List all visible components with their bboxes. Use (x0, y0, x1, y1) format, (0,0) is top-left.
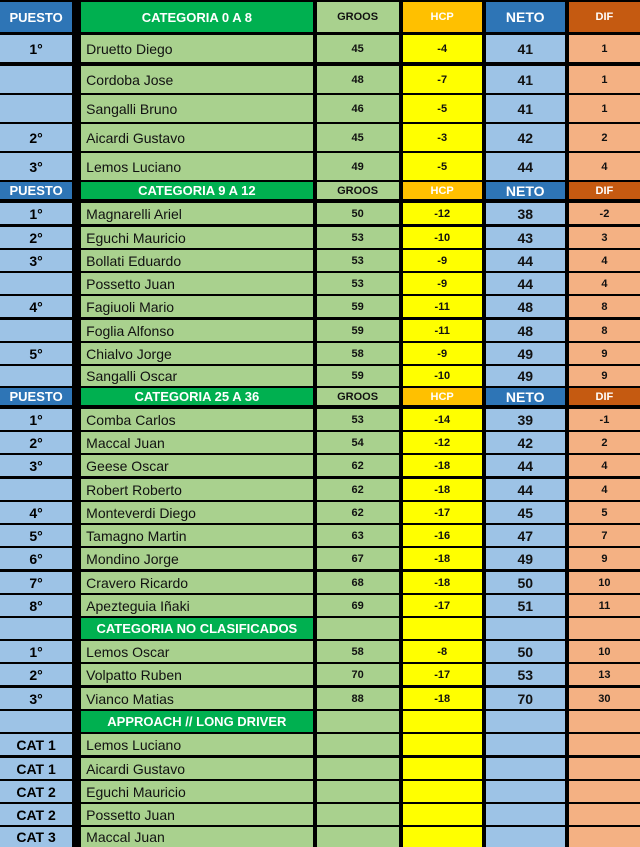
cell-dif: 1 (569, 35, 640, 62)
cell-dif: 10 (569, 641, 640, 662)
category-header-row (0, 182, 640, 199)
table-row (0, 66, 640, 93)
cell-name: CATEGORIA NO CLASIFICADOS (81, 618, 312, 639)
cell-groos: 58 (317, 641, 399, 662)
cell-name: Druetto Diego (81, 35, 312, 62)
table-row (0, 664, 640, 685)
cell-neto: NETO (486, 182, 565, 199)
cell-hcp: -17 (403, 502, 482, 523)
cell-hcp: -17 (403, 595, 482, 616)
cell-groos (317, 781, 399, 802)
cell-neto: NETO (486, 388, 565, 405)
cell-name: Eguchi Mauricio (81, 781, 312, 802)
cell-groos (317, 618, 399, 639)
cell-hcp: -3 (403, 124, 482, 151)
category-header-row (0, 388, 640, 405)
cell-dif (569, 734, 640, 755)
header-categoria: CATEGORIA 0 A 8 (81, 2, 312, 32)
cell-dif (569, 618, 640, 639)
cell-neto: 44 (486, 455, 565, 476)
cell-name: Maccal Juan (81, 827, 312, 847)
cell-neto (486, 758, 565, 779)
cell-puesto: 2° (0, 227, 72, 248)
cell-hcp (403, 734, 482, 755)
cell-neto (486, 618, 565, 639)
cell-name: Possetto Juan (81, 804, 312, 825)
cell-name: Fagiuoli Mario (81, 296, 312, 317)
cell-neto: 44 (486, 273, 565, 294)
cell-puesto (0, 66, 72, 93)
cell-dif: DIF (569, 182, 640, 199)
cell-hcp: -18 (403, 572, 482, 593)
cell-hcp: -5 (403, 95, 482, 122)
cell-neto: 38 (486, 203, 565, 224)
cell-groos: 53 (317, 273, 399, 294)
cell-groos: 53 (317, 409, 399, 430)
cell-puesto (0, 273, 72, 294)
cell-name: Tamagno Martin (81, 525, 312, 546)
cell-neto: 70 (486, 688, 565, 709)
cell-groos: 53 (317, 227, 399, 248)
cell-hcp: -9 (403, 250, 482, 271)
cell-puesto: 6° (0, 548, 72, 569)
table-row (0, 95, 640, 122)
cell-dif (569, 827, 640, 847)
table-row (0, 250, 640, 271)
cell-groos: 62 (317, 502, 399, 523)
cell-puesto: 1° (0, 641, 72, 662)
cell-dif: 4 (569, 250, 640, 271)
header-groos: GROOS (317, 2, 399, 32)
cell-groos: 88 (317, 688, 399, 709)
table-row (0, 479, 640, 500)
cell-hcp: -10 (403, 366, 482, 386)
cell-hcp: -18 (403, 455, 482, 476)
table-row (0, 432, 640, 453)
table-row (0, 296, 640, 317)
cell-groos: 54 (317, 432, 399, 453)
cell-hcp: -11 (403, 320, 482, 341)
cell-name: Cordoba Jose (81, 66, 312, 93)
cell-name: Bollati Eduardo (81, 250, 312, 271)
cell-groos: 50 (317, 203, 399, 224)
cell-neto: 45 (486, 502, 565, 523)
cell-dif: 4 (569, 455, 640, 476)
cell-neto (486, 804, 565, 825)
cell-name: Monteverdi Diego (81, 502, 312, 523)
cell-groos (317, 758, 399, 779)
cell-name: CATEGORIA 25 A 36 (81, 388, 312, 405)
cell-groos: 58 (317, 343, 399, 364)
table-row (0, 409, 640, 430)
cell-hcp (403, 804, 482, 825)
cell-groos (317, 734, 399, 755)
cell-neto: 44 (486, 250, 565, 271)
cell-name: Maccal Juan (81, 432, 312, 453)
header-dif: DIF (569, 2, 640, 32)
cell-dif (569, 758, 640, 779)
cell-dif (569, 781, 640, 802)
cell-groos: 68 (317, 572, 399, 593)
cell-hcp (403, 827, 482, 847)
cell-dif: 9 (569, 548, 640, 569)
table-row (0, 203, 640, 224)
cell-neto: 43 (486, 227, 565, 248)
cell-puesto: CAT 3 (0, 827, 72, 847)
cell-hcp (403, 781, 482, 802)
cell-puesto (0, 320, 72, 341)
cell-hcp: -12 (403, 203, 482, 224)
cell-dif: -1 (569, 409, 640, 430)
cell-dif: 8 (569, 320, 640, 341)
cell-name: Aicardi Gustavo (81, 758, 312, 779)
cell-groos: 62 (317, 455, 399, 476)
cell-puesto (0, 366, 72, 386)
cell-groos (317, 711, 399, 732)
cell-neto: 47 (486, 525, 565, 546)
cell-neto (486, 711, 565, 732)
table-row (0, 572, 640, 593)
cell-dif: 5 (569, 502, 640, 523)
cell-neto: 48 (486, 320, 565, 341)
cell-puesto (0, 711, 72, 732)
cell-groos: 67 (317, 548, 399, 569)
cell-dif: 8 (569, 296, 640, 317)
table-row (0, 827, 640, 847)
cell-neto: 41 (486, 66, 565, 93)
cell-neto: 53 (486, 664, 565, 685)
cell-name: Comba Carlos (81, 409, 312, 430)
cell-groos: 48 (317, 66, 399, 93)
cell-dif: 1 (569, 66, 640, 93)
cell-name: Lemos Luciano (81, 153, 312, 180)
section-title-row (0, 618, 640, 639)
cell-groos: 46 (317, 95, 399, 122)
cell-neto: 42 (486, 432, 565, 453)
table-row (0, 595, 640, 616)
cell-dif: 7 (569, 525, 640, 546)
table-row (0, 124, 640, 151)
cell-name: Eguchi Mauricio (81, 227, 312, 248)
cell-puesto: 3° (0, 250, 72, 271)
cell-hcp: -18 (403, 688, 482, 709)
cell-hcp (403, 618, 482, 639)
cell-hcp: -11 (403, 296, 482, 317)
cell-puesto: 5° (0, 343, 72, 364)
cell-puesto: 1° (0, 203, 72, 224)
cell-neto: 49 (486, 366, 565, 386)
cell-puesto (0, 95, 72, 122)
cell-name: Possetto Juan (81, 273, 312, 294)
header-puesto: PUESTO (0, 2, 72, 32)
cell-groos: 59 (317, 366, 399, 386)
cell-hcp: -4 (403, 35, 482, 62)
cell-neto: 49 (486, 548, 565, 569)
header-neto: NETO (486, 2, 565, 32)
cell-puesto (0, 618, 72, 639)
cell-neto: 51 (486, 595, 565, 616)
cell-puesto: CAT 2 (0, 804, 72, 825)
table-row (0, 153, 640, 180)
cell-hcp: -5 (403, 153, 482, 180)
cell-puesto: 7° (0, 572, 72, 593)
table-row (0, 502, 640, 523)
cell-puesto: 2° (0, 664, 72, 685)
cell-groos: 45 (317, 124, 399, 151)
cell-neto: 50 (486, 641, 565, 662)
cell-name: Magnarelli Ariel (81, 203, 312, 224)
cell-groos: 63 (317, 525, 399, 546)
table-row (0, 455, 640, 476)
table-row (0, 343, 640, 364)
table-row (0, 804, 640, 825)
cell-hcp: -12 (403, 432, 482, 453)
cell-puesto: CAT 1 (0, 758, 72, 779)
cell-name: Aicardi Gustavo (81, 124, 312, 151)
cell-hcp: -16 (403, 525, 482, 546)
cell-dif: -2 (569, 203, 640, 224)
cell-dif: 10 (569, 572, 640, 593)
cell-dif (569, 711, 640, 732)
cell-neto: 41 (486, 95, 565, 122)
cell-name: Mondino Jorge (81, 548, 312, 569)
cell-puesto: 8° (0, 595, 72, 616)
cell-neto: 39 (486, 409, 565, 430)
cell-name: Robert Roberto (81, 479, 312, 500)
table-row (0, 781, 640, 802)
cell-hcp: HCP (403, 182, 482, 199)
cell-name: Sangalli Oscar (81, 366, 312, 386)
cell-neto (486, 734, 565, 755)
cell-hcp: -9 (403, 273, 482, 294)
cell-hcp (403, 711, 482, 732)
cell-groos: 59 (317, 296, 399, 317)
cell-groos: 69 (317, 595, 399, 616)
cell-neto: 44 (486, 479, 565, 500)
cell-neto (486, 827, 565, 847)
cell-neto: 42 (486, 124, 565, 151)
cell-dif: 11 (569, 595, 640, 616)
cell-neto: 50 (486, 572, 565, 593)
cell-neto: 49 (486, 343, 565, 364)
cell-puesto: 1° (0, 409, 72, 430)
table-row (0, 734, 640, 755)
cell-puesto: 5° (0, 525, 72, 546)
table-row (0, 688, 640, 709)
cell-hcp: -18 (403, 479, 482, 500)
cell-hcp: -8 (403, 641, 482, 662)
header-row (0, 2, 640, 32)
table-row (0, 227, 640, 248)
cell-hcp (403, 758, 482, 779)
cell-name: Foglia Alfonso (81, 320, 312, 341)
cell-name: Cravero Ricardo (81, 572, 312, 593)
cell-dif: 30 (569, 688, 640, 709)
cell-hcp: -10 (403, 227, 482, 248)
table-row (0, 35, 640, 62)
cell-groos: 45 (317, 35, 399, 62)
cell-puesto: CAT 2 (0, 781, 72, 802)
table-row (0, 366, 640, 386)
cell-groos (317, 804, 399, 825)
cell-puesto: CAT 1 (0, 734, 72, 755)
cell-hcp: -17 (403, 664, 482, 685)
cell-dif: 9 (569, 366, 640, 386)
cell-dif: 4 (569, 273, 640, 294)
table-row (0, 548, 640, 569)
cell-hcp: -14 (403, 409, 482, 430)
cell-name: Apezteguia Iñaki (81, 595, 312, 616)
header-hcp: HCP (403, 2, 482, 32)
cell-name: Chialvo Jorge (81, 343, 312, 364)
table-row (0, 320, 640, 341)
cell-name: Volpatto Ruben (81, 664, 312, 685)
cell-name: APPROACH // LONG DRIVER (81, 711, 312, 732)
cell-puesto: 1° (0, 35, 72, 62)
cell-hcp: HCP (403, 388, 482, 405)
cell-puesto: 2° (0, 432, 72, 453)
cell-dif: 2 (569, 432, 640, 453)
cell-puesto: 4° (0, 502, 72, 523)
cell-dif: DIF (569, 388, 640, 405)
cell-dif (569, 804, 640, 825)
cell-dif: 13 (569, 664, 640, 685)
cell-name: Lemos Oscar (81, 641, 312, 662)
cell-groos: 53 (317, 250, 399, 271)
cell-groos: 59 (317, 320, 399, 341)
cell-neto (486, 781, 565, 802)
cell-dif: 9 (569, 343, 640, 364)
cell-dif: 4 (569, 153, 640, 180)
cell-groos: 49 (317, 153, 399, 180)
cell-neto: 41 (486, 35, 565, 62)
cell-groos: 70 (317, 664, 399, 685)
cell-puesto: 3° (0, 455, 72, 476)
cell-dif: 2 (569, 124, 640, 151)
table-row (0, 525, 640, 546)
table-row (0, 758, 640, 779)
cell-puesto: 3° (0, 153, 72, 180)
cell-puesto: PUESTO (0, 182, 72, 199)
table-row (0, 273, 640, 294)
cell-groos: 62 (317, 479, 399, 500)
cell-groos: GROOS (317, 182, 399, 199)
section-title-row (0, 711, 640, 732)
cell-neto: 44 (486, 153, 565, 180)
cell-puesto: PUESTO (0, 388, 72, 405)
cell-name: CATEGORIA 9 A 12 (81, 182, 312, 199)
cell-groos (317, 827, 399, 847)
cell-puesto (0, 479, 72, 500)
cell-name: Sangalli Bruno (81, 95, 312, 122)
cell-dif: 3 (569, 227, 640, 248)
cell-name: Geese Oscar (81, 455, 312, 476)
cell-neto: 48 (486, 296, 565, 317)
cell-dif: 1 (569, 95, 640, 122)
table-row (0, 641, 640, 662)
cell-puesto: 3° (0, 688, 72, 709)
cell-puesto: 4° (0, 296, 72, 317)
cell-hcp: -9 (403, 343, 482, 364)
cell-name: Lemos Luciano (81, 734, 312, 755)
cell-name: Vianco Matias (81, 688, 312, 709)
cell-hcp: -18 (403, 548, 482, 569)
cell-hcp: -7 (403, 66, 482, 93)
cell-dif: 4 (569, 479, 640, 500)
cell-puesto: 2° (0, 124, 72, 151)
cell-groos: GROOS (317, 388, 399, 405)
